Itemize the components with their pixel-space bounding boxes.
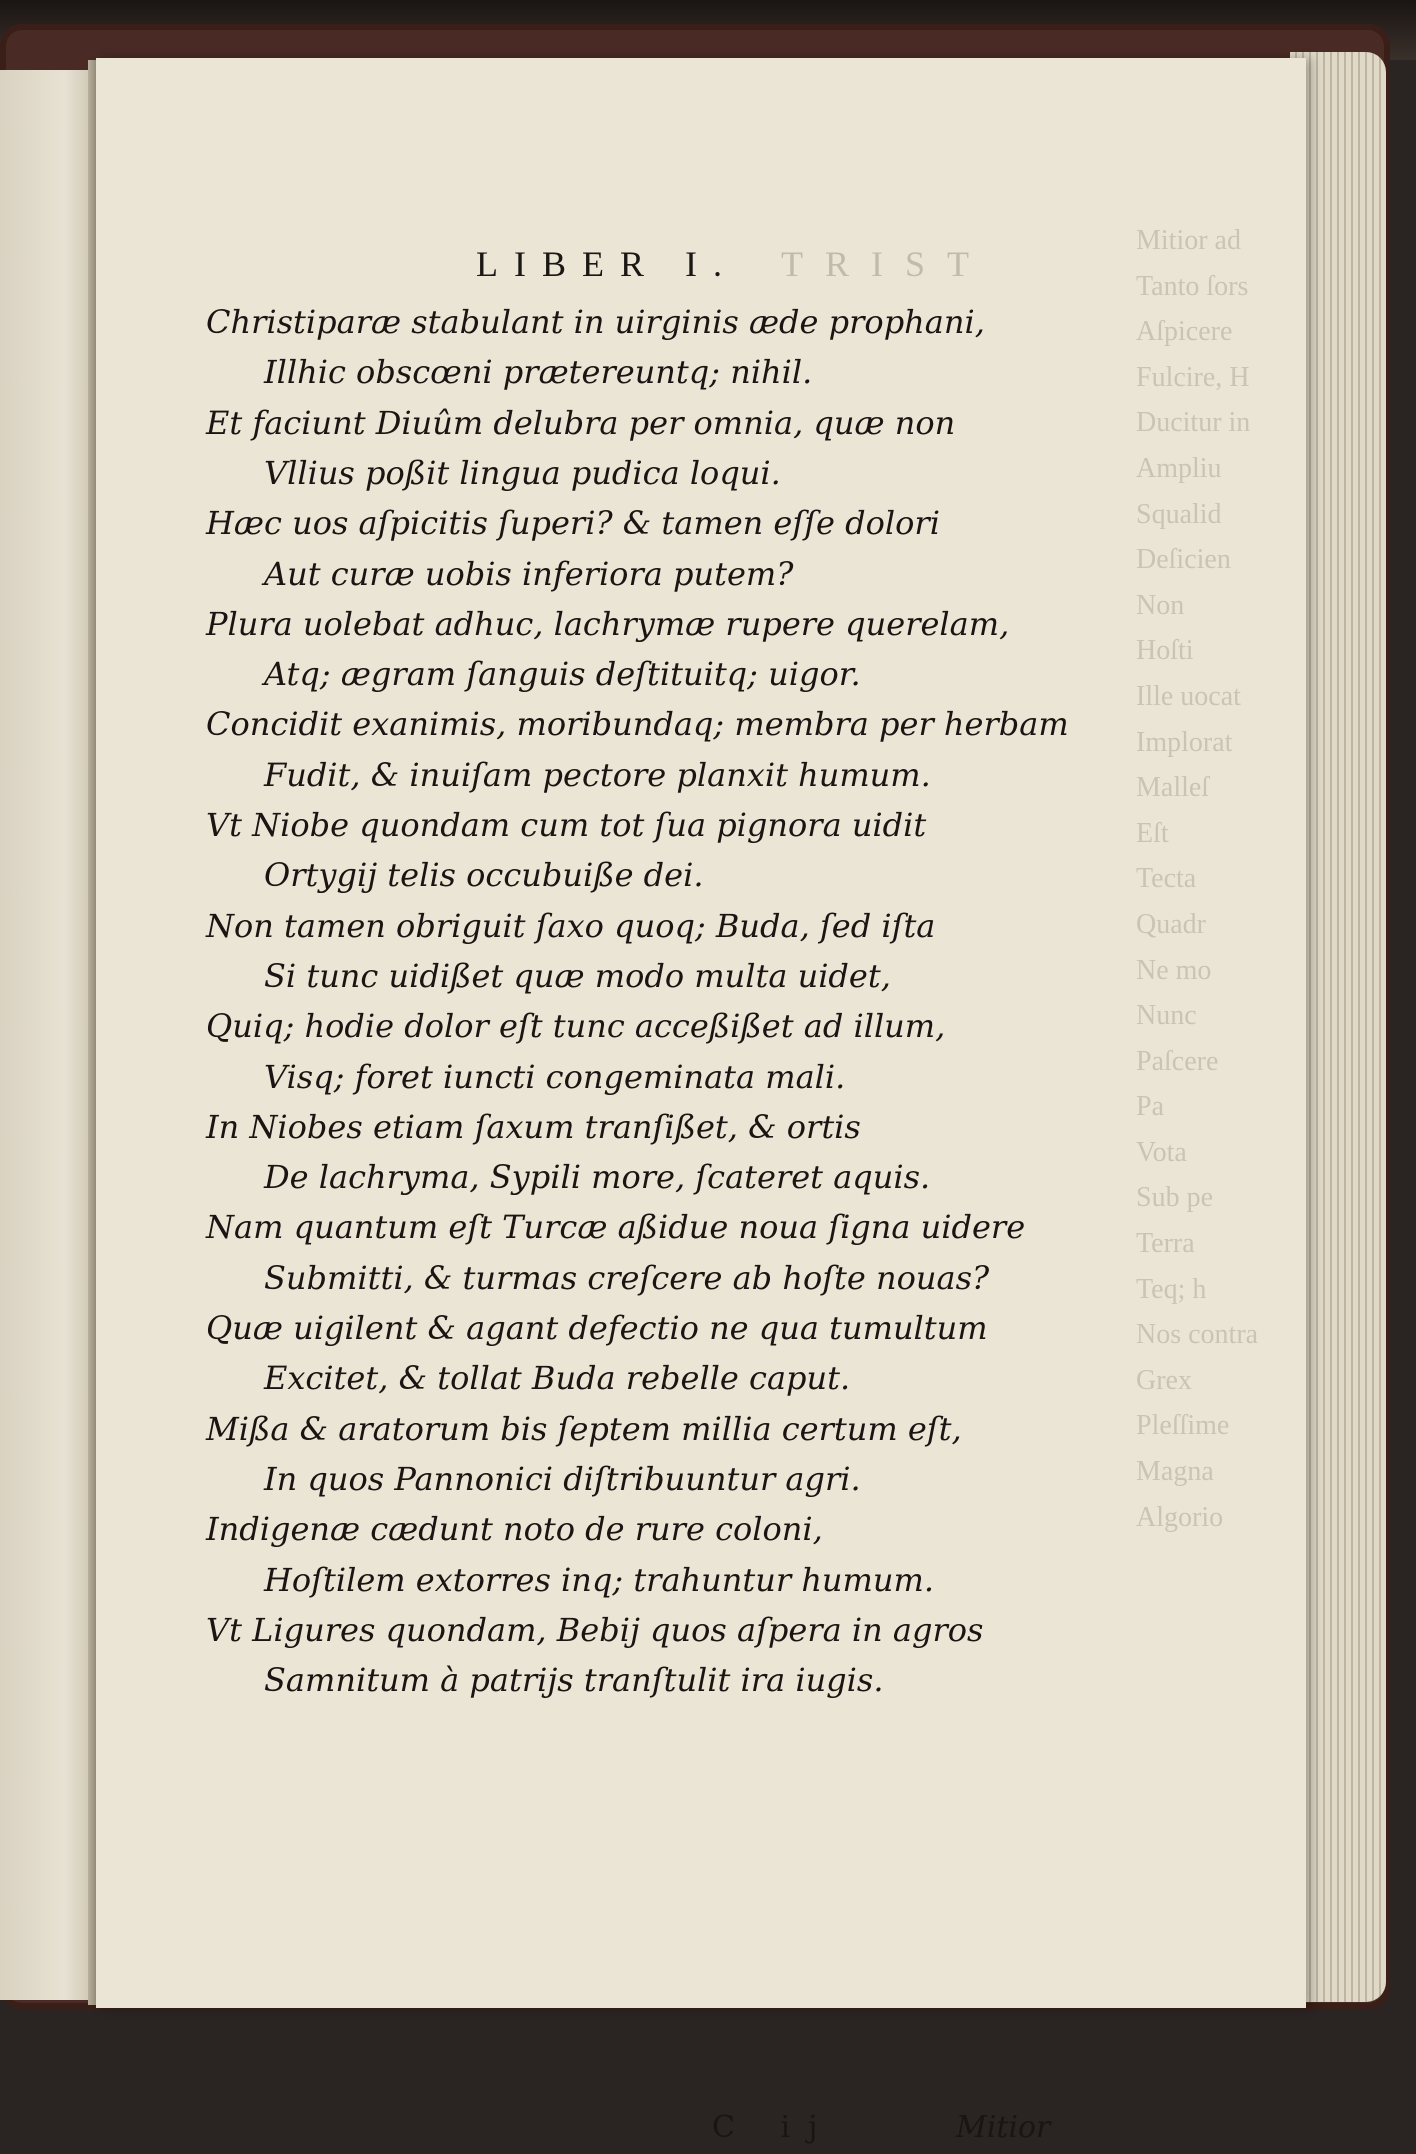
verse-line: Fudit, & inuiſam pectore planxit humum.: [264, 755, 931, 794]
show-through-head: TRIST: [781, 244, 992, 284]
show-through-line: Quadr: [1136, 908, 1206, 940]
verse-line: Samnitum à patrijs tranſtulit ira iugis.: [264, 1661, 884, 1700]
verse-line: Mißa & aratorum bis ſeptem millia certum eſt,: [206, 1409, 962, 1448]
show-through-line: Pleſſime: [1136, 1410, 1230, 1442]
verse-line: Visq; foret iuncti congeminata mali.: [264, 1057, 846, 1096]
verse-line: Vt Niobe quondam cum tot ſua pignora uidit: [206, 806, 927, 844]
show-through-line: Fulcire, H: [1136, 361, 1250, 393]
verse-line: Illhic obscœni prætereuntq; nihil.: [264, 353, 813, 392]
verse-line: Vllius poßit lingua pudica loqui.: [264, 453, 781, 492]
verse-line: Non tamen obriguit ſaxo quoq; Buda, ſed iſta: [206, 906, 936, 945]
verse-line: Quæ uigilent & agant defectio ne qua tumultum: [206, 1309, 988, 1347]
verse-line: Atq; ægram ſanguis deſtituitq; uigor.: [264, 655, 861, 694]
show-through-line: Mitior ad: [1136, 225, 1241, 256]
left-page-edge: [0, 70, 92, 2000]
show-through-line: Pa: [1136, 1091, 1164, 1123]
show-through-line: Malleſ: [1136, 772, 1210, 804]
verse-line: Ortygij telis occubuiße dei.: [264, 856, 704, 895]
running-head: [476, 243, 991, 295]
verse-line: Concidit exanimis, moribundaq; membra per herbam: [206, 705, 1069, 744]
show-through-line: Ille uocat: [1136, 680, 1241, 712]
show-through-line: Algorio: [1136, 1501, 1224, 1533]
book-number: I.: [685, 244, 738, 284]
verse-line: Hæc uos aſpicitis ſuperi? & tamen eſſe dolori: [206, 504, 940, 543]
show-through-line: Implorat: [1136, 726, 1233, 758]
verse-line: Nam quantum eſt Turcæ aßidue noua ſigna uidere: [206, 1208, 1026, 1247]
show-through-line: Sub pe: [1136, 1182, 1213, 1214]
running-head-title: LIBER: [476, 244, 660, 284]
show-through-line: Nos contra: [1136, 1319, 1259, 1351]
show-through-line: Tecta: [1136, 863, 1197, 895]
verse-line: De lachryma, Sypili more, ſcateret aquis.: [264, 1158, 931, 1197]
verse-line: Hoſtilem extorres inq; trahuntur humum.: [264, 1560, 934, 1599]
show-through-line: Grex: [1136, 1364, 1192, 1396]
show-through-line: Non: [1136, 589, 1185, 621]
verse-line: Indigenæ cædunt noto de rure coloni,: [206, 1510, 823, 1549]
verse-line: Submitti, & turmas creſcere ab hoſte nouas?: [264, 1258, 990, 1297]
verse-line: Christiparæ stabulant in uirginis æde prophani,: [206, 303, 985, 341]
show-through-text: [1136, 218, 1296, 1878]
page-footer: [96, 2110, 1306, 2154]
show-through-line: Ducitur in: [1136, 407, 1251, 439]
catchword: Mitior: [956, 2110, 1051, 2145]
verse-line: Plura uolebat adhuc, lachrymæ rupere querelam,: [206, 604, 1010, 643]
verse-line: In quos Pannonici diſtribuuntur agri.: [264, 1459, 861, 1498]
verse-line: Et faciunt Diuûm delubra per omnia, quæ non: [206, 403, 956, 442]
verse-line: Vt Ligures quondam, Bebij quos aſpera in agros: [206, 1610, 984, 1649]
show-through-line: Aſpicere: [1136, 316, 1233, 348]
verse-line: Excitet, & tollat Buda rebelle caput.: [264, 1359, 851, 1398]
show-through-line: Magna: [1136, 1456, 1214, 1488]
verse-line: In Niobes etiam ſaxum tranſißet, & ortis: [206, 1107, 861, 1146]
verse-line: Aut curæ uobis inferiora putem?: [264, 554, 794, 593]
show-through-line: Deſicien: [1136, 544, 1231, 576]
show-through-line: Ne mo: [1136, 954, 1212, 986]
show-through-line: Hoſti: [1136, 635, 1194, 667]
show-through-line: Vota: [1136, 1136, 1187, 1168]
show-through-line: Nunc: [1136, 1000, 1197, 1032]
verse-line: Si tunc uidißet quæ modo multa uidet,: [264, 956, 891, 995]
book-page: [96, 58, 1306, 2145]
signature-mark: C ij: [712, 2110, 836, 2145]
verse-line: Quiq; hodie dolor eſt tunc acceßißet ad illum,: [206, 1007, 946, 1046]
show-through-line: Eſt: [1136, 817, 1169, 849]
show-through-line: Ampliu: [1136, 452, 1222, 484]
show-through-line: Terra: [1136, 1228, 1195, 1260]
show-through-line: Tanto ſors: [1136, 270, 1249, 302]
show-through-line: Paſcere: [1136, 1045, 1219, 1077]
show-through-line: Squalid: [1136, 498, 1222, 530]
show-through-line: Teq; h: [1136, 1273, 1207, 1305]
